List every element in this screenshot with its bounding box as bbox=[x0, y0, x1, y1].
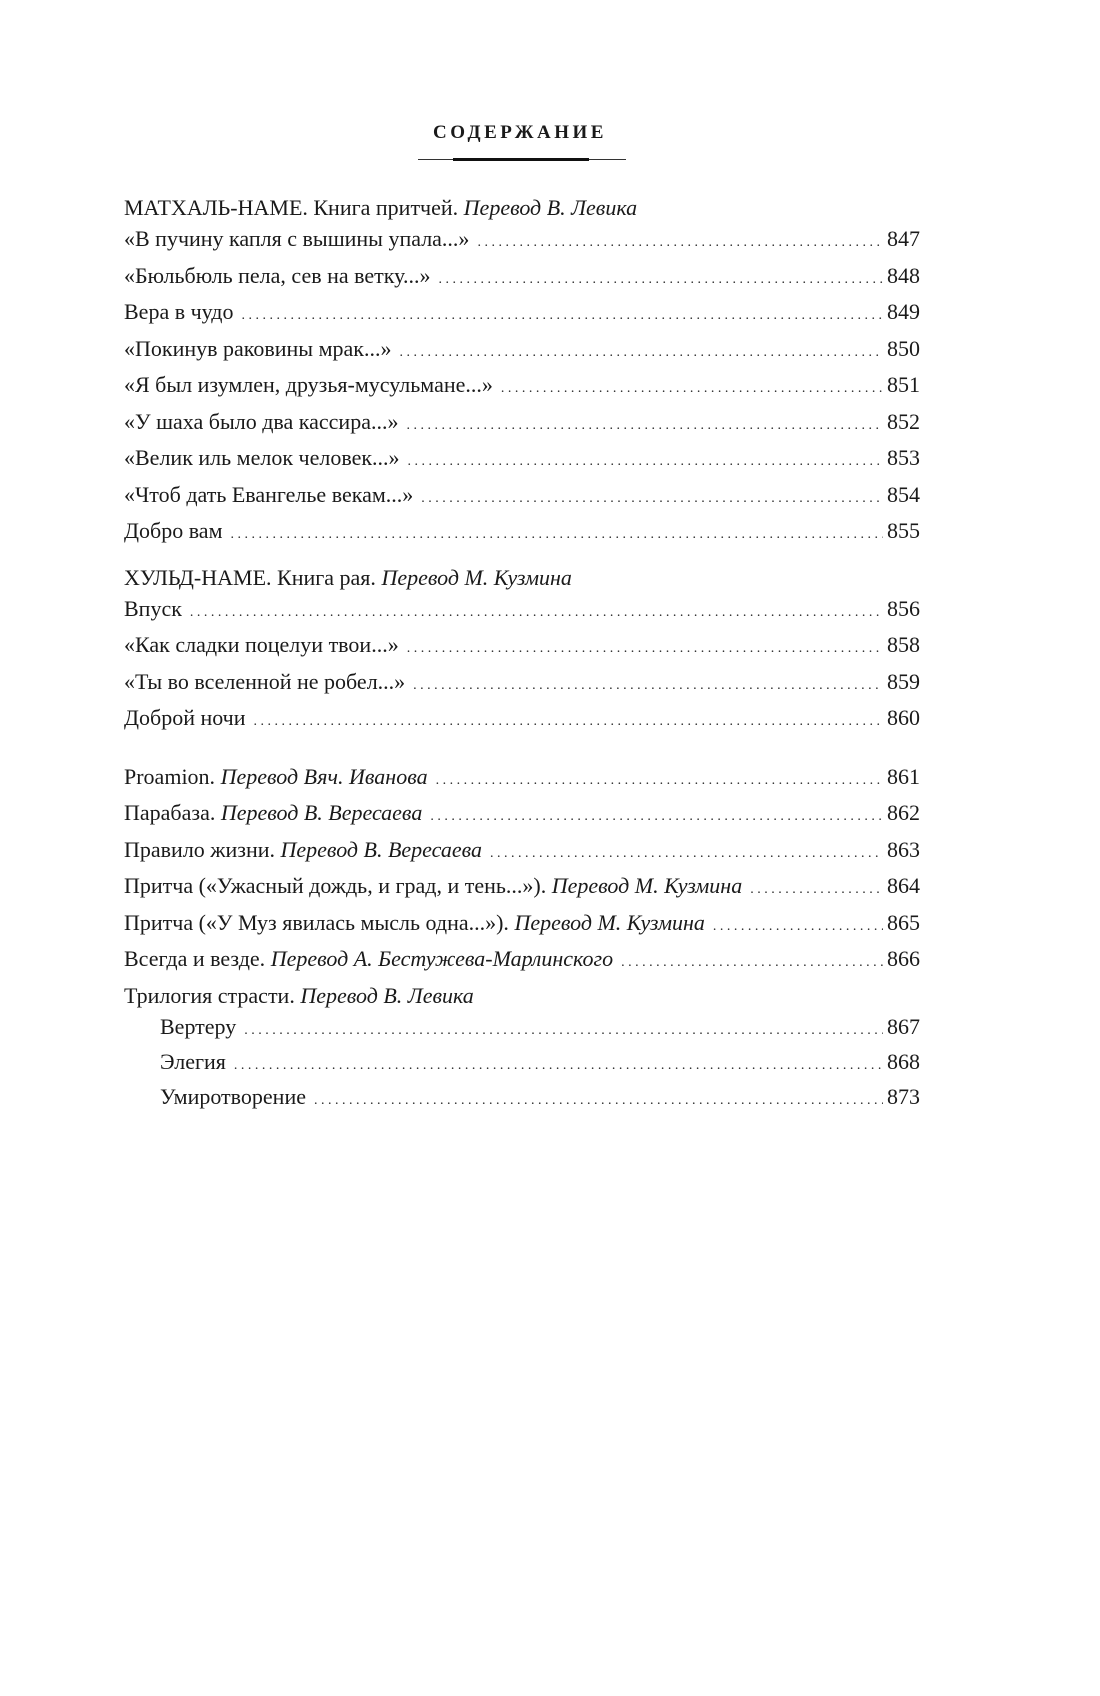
entry-title: Доброй ночи bbox=[124, 705, 246, 730]
entry-title bbox=[124, 943, 613, 976]
toc-subentry[interactable] bbox=[124, 1046, 920, 1081]
page-number: 852 bbox=[887, 408, 920, 434]
heading-rule-thick bbox=[453, 158, 589, 161]
page-number: 867 bbox=[887, 1013, 920, 1039]
toc-entry[interactable] bbox=[124, 369, 920, 406]
toc-entry[interactable] bbox=[124, 593, 920, 630]
toc-subentry[interactable] bbox=[124, 1011, 920, 1046]
page-number: 847 bbox=[887, 226, 920, 251]
dot-leader bbox=[408, 446, 883, 479]
page-number: 849 bbox=[887, 299, 920, 324]
entry-title: Впуск bbox=[124, 595, 182, 621]
dot-leader bbox=[421, 483, 883, 516]
toc-entry[interactable] bbox=[124, 260, 920, 297]
toc-entry[interactable] bbox=[124, 479, 920, 516]
section-title bbox=[124, 562, 920, 593]
entry-title: Вертеру bbox=[160, 1013, 237, 1039]
entry-title bbox=[124, 907, 705, 940]
toc-entry[interactable] bbox=[124, 406, 920, 443]
spacer bbox=[124, 552, 920, 562]
dot-leader bbox=[230, 519, 883, 552]
trilogy-translator: Перевод В. Левика bbox=[300, 982, 474, 1008]
entry-title bbox=[124, 761, 428, 794]
dot-leader bbox=[490, 838, 883, 871]
page-number: 860 bbox=[887, 705, 920, 730]
toc-entry[interactable] bbox=[124, 629, 920, 666]
dot-leader bbox=[241, 300, 883, 333]
page-number: 858 bbox=[887, 632, 920, 657]
poem-translator: Перевод М. Кузмина bbox=[514, 909, 705, 935]
entry-title: «В пучину капля с вышины упала...» bbox=[124, 226, 470, 251]
toc-entry[interactable] bbox=[124, 702, 920, 739]
toc-entry[interactable] bbox=[124, 333, 920, 370]
page-number: 862 bbox=[887, 800, 920, 825]
toc-entry[interactable] bbox=[124, 761, 920, 798]
section-title bbox=[124, 192, 920, 223]
page-number: 873 bbox=[887, 1083, 920, 1109]
section-translator: Перевод М. Кузмина bbox=[381, 564, 572, 590]
dot-leader bbox=[436, 765, 883, 798]
toc-entry[interactable] bbox=[124, 834, 920, 871]
section-title-text: МАТХАЛЬ-НАМЕ. Книга притчей. bbox=[124, 195, 459, 220]
page-number: 851 bbox=[887, 372, 920, 397]
poem-title: Притча («Ужасный дождь, и град, и тень...»). bbox=[124, 873, 547, 898]
dot-leader bbox=[407, 633, 883, 666]
section-title-text: ХУЛЬД-НАМЕ. Книга рая. bbox=[124, 564, 376, 590]
entry-title bbox=[124, 834, 482, 867]
trilogy-title-text: Трилогия страсти. bbox=[124, 982, 295, 1008]
dot-leader bbox=[190, 597, 883, 630]
poem-translator: Перевод А. Бестужева-Марлинского bbox=[270, 946, 614, 971]
page-number: 856 bbox=[887, 595, 920, 621]
toc-entry[interactable] bbox=[124, 870, 920, 907]
page-number: 850 bbox=[887, 335, 920, 361]
poem-title: Proamion. bbox=[124, 763, 216, 789]
toc-subentry[interactable] bbox=[124, 1081, 920, 1116]
poem-translator: Перевод В. Вересаева bbox=[220, 800, 423, 825]
page-number: 866 bbox=[887, 946, 920, 971]
dot-leader bbox=[399, 337, 883, 370]
poem-title: Всегда и везде. bbox=[124, 946, 266, 971]
toc-entry[interactable] bbox=[124, 943, 920, 980]
page-number: 863 bbox=[887, 836, 920, 862]
entry-title: «Я был изумлен, друзья-мусульмане...» bbox=[124, 372, 493, 397]
page-number: 868 bbox=[887, 1048, 920, 1074]
dot-leader bbox=[413, 670, 883, 703]
page-number: 864 bbox=[887, 873, 920, 898]
poem-translator: Перевод Вяч. Иванова bbox=[220, 763, 428, 789]
page-number: 859 bbox=[887, 668, 920, 694]
dot-leader bbox=[430, 801, 883, 834]
dot-leader bbox=[314, 1085, 883, 1116]
dot-leader bbox=[501, 373, 883, 406]
poem-title: Парабаза. bbox=[124, 800, 216, 825]
page-number: 848 bbox=[887, 262, 920, 288]
entry-title: Умиротворение bbox=[160, 1083, 306, 1109]
dot-leader bbox=[750, 874, 883, 907]
section-translator: Перевод В. Левика bbox=[463, 195, 638, 220]
dot-leader bbox=[438, 264, 883, 297]
page-number: 854 bbox=[887, 481, 920, 507]
poem-translator: Перевод В. Вересаева bbox=[280, 836, 483, 862]
page-number: 853 bbox=[887, 445, 920, 470]
entry-title: «Велик иль мелок человек...» bbox=[124, 445, 400, 470]
poem-translator: Перевод М. Кузмина bbox=[551, 873, 743, 898]
toc-entry[interactable] bbox=[124, 296, 920, 333]
entry-title: Добро вам bbox=[124, 518, 223, 543]
toc-entry[interactable] bbox=[124, 797, 920, 834]
page-number: 861 bbox=[887, 763, 920, 789]
dot-leader bbox=[477, 227, 883, 260]
entry-title: Элегия bbox=[160, 1048, 226, 1074]
toc-entry[interactable] bbox=[124, 223, 920, 260]
page-number: 855 bbox=[887, 518, 920, 543]
entry-title bbox=[124, 870, 742, 903]
dot-leader bbox=[254, 706, 883, 739]
dot-leader bbox=[621, 947, 883, 980]
toc-entry[interactable] bbox=[124, 666, 920, 703]
dot-leader bbox=[713, 911, 883, 944]
trilogy-title bbox=[124, 980, 920, 1011]
toc-entry[interactable] bbox=[124, 515, 920, 552]
toc-entry[interactable] bbox=[124, 907, 920, 944]
entry-title: «Покинув раковины мрак...» bbox=[124, 335, 392, 361]
entry-title: «У шаха было два кассира...» bbox=[124, 408, 399, 434]
dot-leader bbox=[406, 410, 883, 443]
entry-title bbox=[124, 797, 422, 830]
spacer bbox=[124, 739, 920, 761]
page-heading: СОДЕРЖАНИЕ bbox=[433, 122, 607, 143]
poem-title: Правило жизни. bbox=[124, 836, 276, 862]
table-of-contents bbox=[124, 192, 920, 1116]
dot-leader bbox=[234, 1050, 883, 1081]
entry-title: «Чтоб дать Евангелье векам...» bbox=[124, 481, 414, 507]
entry-title: «Ты во вселенной не робел...» bbox=[124, 668, 406, 694]
poem-title: Притча («У Муз явилась мысль одна...»). bbox=[124, 909, 509, 935]
entry-title: «Бюльбюль пела, сев на ветку...» bbox=[124, 262, 431, 288]
dot-leader bbox=[244, 1015, 883, 1046]
entry-title: Вера в чудо bbox=[124, 299, 234, 324]
page-number: 865 bbox=[887, 909, 920, 935]
entry-title: «Как сладки поцелуи твои...» bbox=[124, 632, 399, 657]
toc-entry[interactable] bbox=[124, 442, 920, 479]
